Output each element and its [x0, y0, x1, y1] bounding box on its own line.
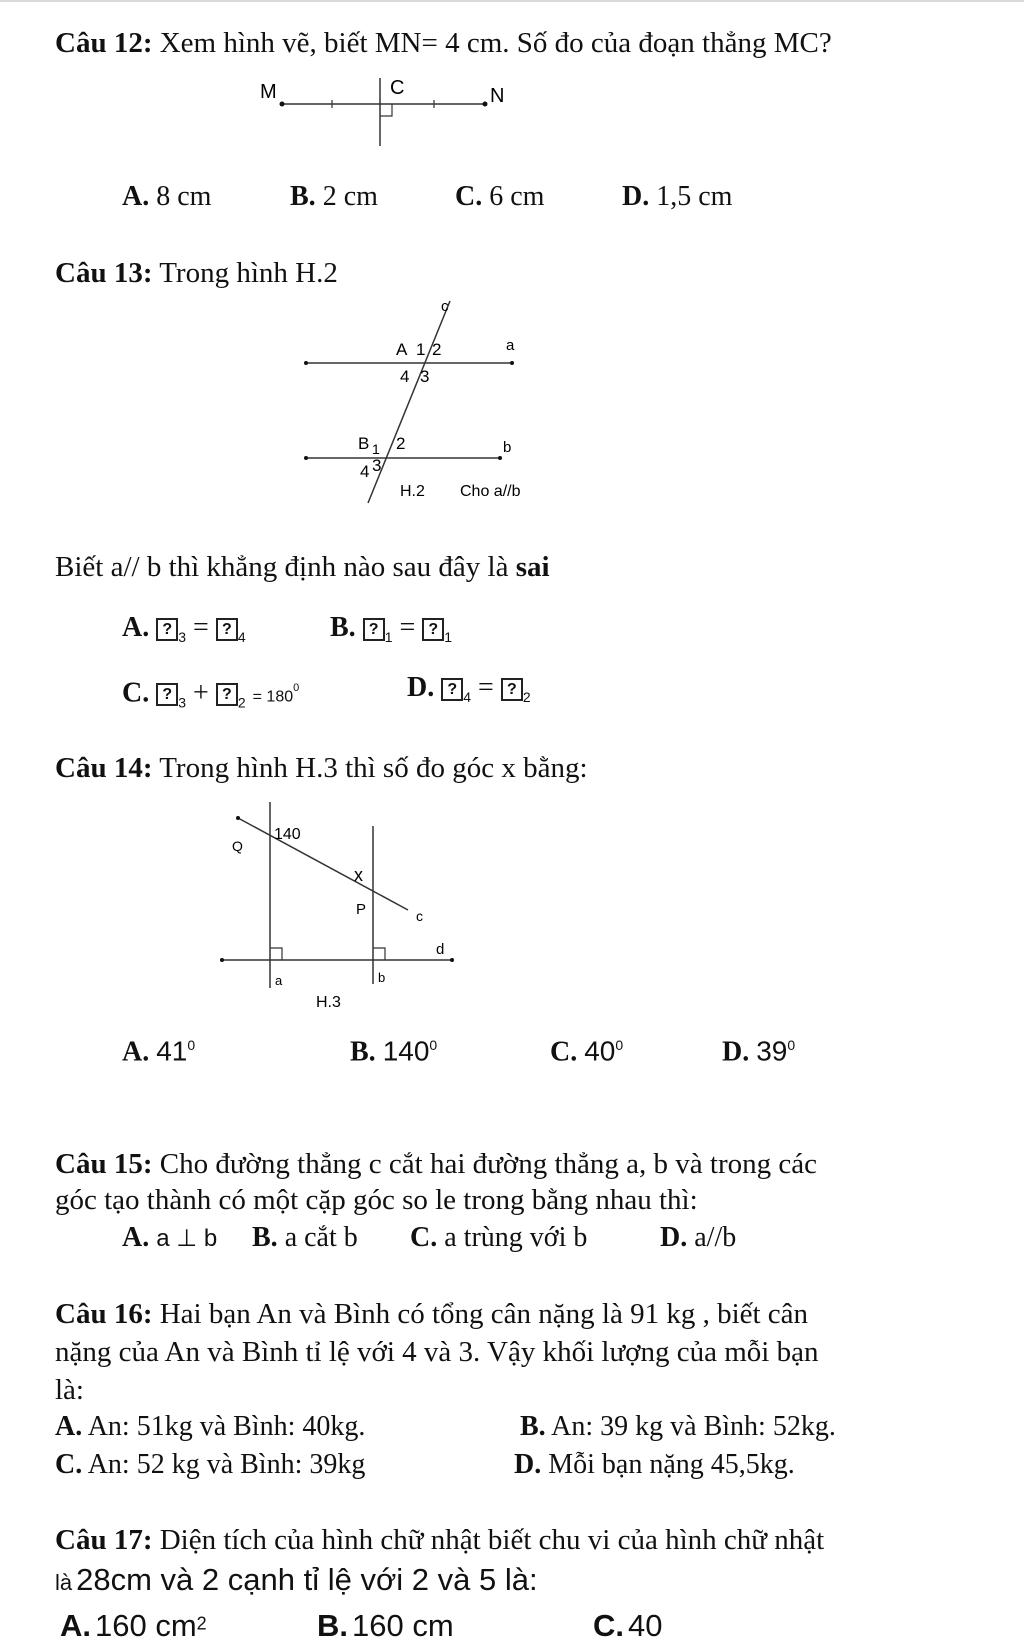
- svg-text:4: 4: [360, 462, 370, 481]
- angle-placeholder-icon: ?: [441, 678, 463, 701]
- angle-placeholder-icon: ?: [156, 683, 178, 706]
- question-17-line2: là 28cm và 2 cạnh tỉ lệ với 2 và 5 là:: [55, 1562, 538, 1597]
- q12-option-b[interactable]: B. 2 cm: [290, 181, 378, 212]
- q13-option-c[interactable]: C. ? $_3$ + ? $_2 = 180^0$: [122, 677, 300, 711]
- figure-segment-mn: [240, 72, 520, 157]
- question-label: Câu 15:: [55, 1148, 153, 1180]
- q17-option-c[interactable]: C. 40: [593, 1608, 663, 1643]
- point-a-label: A: [396, 340, 408, 359]
- question-label: Câu 12:: [55, 27, 153, 59]
- angle-placeholder-icon: ?: [501, 678, 523, 701]
- point-q-label: Q: [232, 838, 243, 854]
- svg-text:3: 3: [372, 456, 382, 475]
- question-15: Câu 15: Cho đường thẳng c cắt hai đường thẳng a, b và trong các: [55, 1148, 817, 1180]
- line-d-label: d: [436, 941, 445, 958]
- angle-placeholder-icon: ?: [216, 683, 238, 706]
- q15-option-c[interactable]: C. a trùng với b: [410, 1222, 588, 1253]
- angle-x-label: x: [354, 865, 363, 885]
- svg-text:2: 2: [396, 434, 406, 453]
- question-label: Câu 17:: [55, 1524, 153, 1556]
- question-16-line2: nặng của An và Bình tỉ lệ với 4 và 3. Vậy khối lượng của mỗi bạn: [55, 1336, 819, 1368]
- q17-option-a[interactable]: A. 160 $cm^2$: [60, 1608, 207, 1643]
- figure-note: Cho a//b: [460, 483, 521, 500]
- figure-h3: [218, 798, 458, 1025]
- q16-option-c[interactable]: C. An: 52 kg và Bình: 39kg: [55, 1449, 366, 1480]
- figure-caption: H.3: [316, 994, 341, 1011]
- point-b-label: B: [358, 434, 370, 453]
- line-b-label: b: [378, 970, 386, 985]
- q13-option-b[interactable]: B. ? $_1$ = ? $_1$: [330, 612, 453, 645]
- question-17: Câu 17: Diện tích của hình chữ nhật biết chu vi của hình chữ nhật: [55, 1524, 825, 1556]
- question-13: [55, 256, 338, 290]
- angle-placeholder-icon: ?: [422, 618, 444, 641]
- question-label: Câu 14:: [55, 752, 153, 784]
- figure-h2: [300, 295, 590, 515]
- question-15-line2: góc tạo thành có một cặp góc so le trong bằng nhau thì:: [55, 1184, 698, 1216]
- svg-text:3: 3: [420, 367, 430, 386]
- q13-option-d[interactable]: D. ? $_4$ = ? $_2$: [407, 672, 531, 705]
- q13-option-a[interactable]: A. ? $_3$ = ? $_4$: [122, 612, 246, 645]
- q15-option-a[interactable]: A. a ⊥ b: [122, 1222, 218, 1253]
- point-n-label: N: [490, 85, 505, 107]
- top-border: [0, 0, 1024, 2]
- question-text: Xem hình vẽ, biết MN= 4 cm. Số đo của đoạn thẳng MC?: [159, 27, 832, 59]
- angle-placeholder-icon: ?: [363, 618, 385, 641]
- q13-statement: Biết a// b thì khẳng định nào sau đây là sai: [55, 551, 550, 583]
- question-text: Trong hình H.2: [159, 257, 338, 289]
- question-12: [55, 26, 832, 60]
- question-16-line3: là:: [55, 1374, 84, 1406]
- q14-option-d[interactable]: D. $39^0$: [722, 1035, 796, 1068]
- point-m-label: M: [260, 81, 277, 103]
- q12-option-d[interactable]: D. 1,5 cm: [622, 181, 733, 212]
- point-p-label: P: [356, 901, 367, 918]
- svg-text:4: 4: [400, 367, 410, 386]
- q16-option-d[interactable]: D. Mỗi bạn nặng 45,5kg.: [514, 1449, 795, 1480]
- question-label: Câu 13:: [55, 257, 153, 289]
- q17-option-b[interactable]: B. 160 cm: [317, 1608, 454, 1643]
- svg-text:1: 1: [372, 441, 380, 457]
- question-label: Câu 16:: [55, 1298, 153, 1330]
- q14-option-b[interactable]: B. $140^0$: [350, 1035, 438, 1068]
- svg-text:1: 1: [416, 340, 426, 359]
- q15-option-b[interactable]: B. a cắt b: [252, 1222, 358, 1253]
- svg-text:2: 2: [432, 340, 442, 359]
- figure-caption: H.2: [400, 483, 425, 500]
- angle-placeholder-icon: ?: [216, 618, 238, 641]
- q15-option-d[interactable]: D. a//b: [660, 1222, 737, 1253]
- angle-placeholder-icon: ?: [156, 618, 178, 641]
- q12-option-c[interactable]: C. 6 cm: [455, 181, 545, 212]
- q12-option-a[interactable]: A. 8 cm: [122, 181, 212, 212]
- line-c-label: c: [441, 298, 449, 315]
- q16-option-a[interactable]: A. An: 51kg và Bình: 40kg.: [55, 1411, 366, 1442]
- q14-option-c[interactable]: C. $40^0$: [550, 1035, 624, 1068]
- question-16: Câu 16: Hai bạn An và Bình có tổng cân nặng là 91 kg , biết cân: [55, 1298, 809, 1330]
- q14-option-a[interactable]: A. $41^0$: [122, 1035, 196, 1068]
- question-text: Trong hình H.3 thì số đo góc x bằng:: [159, 752, 588, 784]
- line-c-label: c: [416, 908, 423, 924]
- point-c-label: C: [390, 77, 405, 99]
- line-a-label: a: [506, 337, 515, 354]
- question-14: [55, 751, 588, 785]
- q16-option-b[interactable]: B. An: 39 kg và Bình: 52kg.: [520, 1411, 836, 1442]
- line-a-label: a: [275, 973, 283, 988]
- line-b-label: b: [503, 439, 512, 456]
- angle-140-label: 140: [274, 826, 301, 843]
